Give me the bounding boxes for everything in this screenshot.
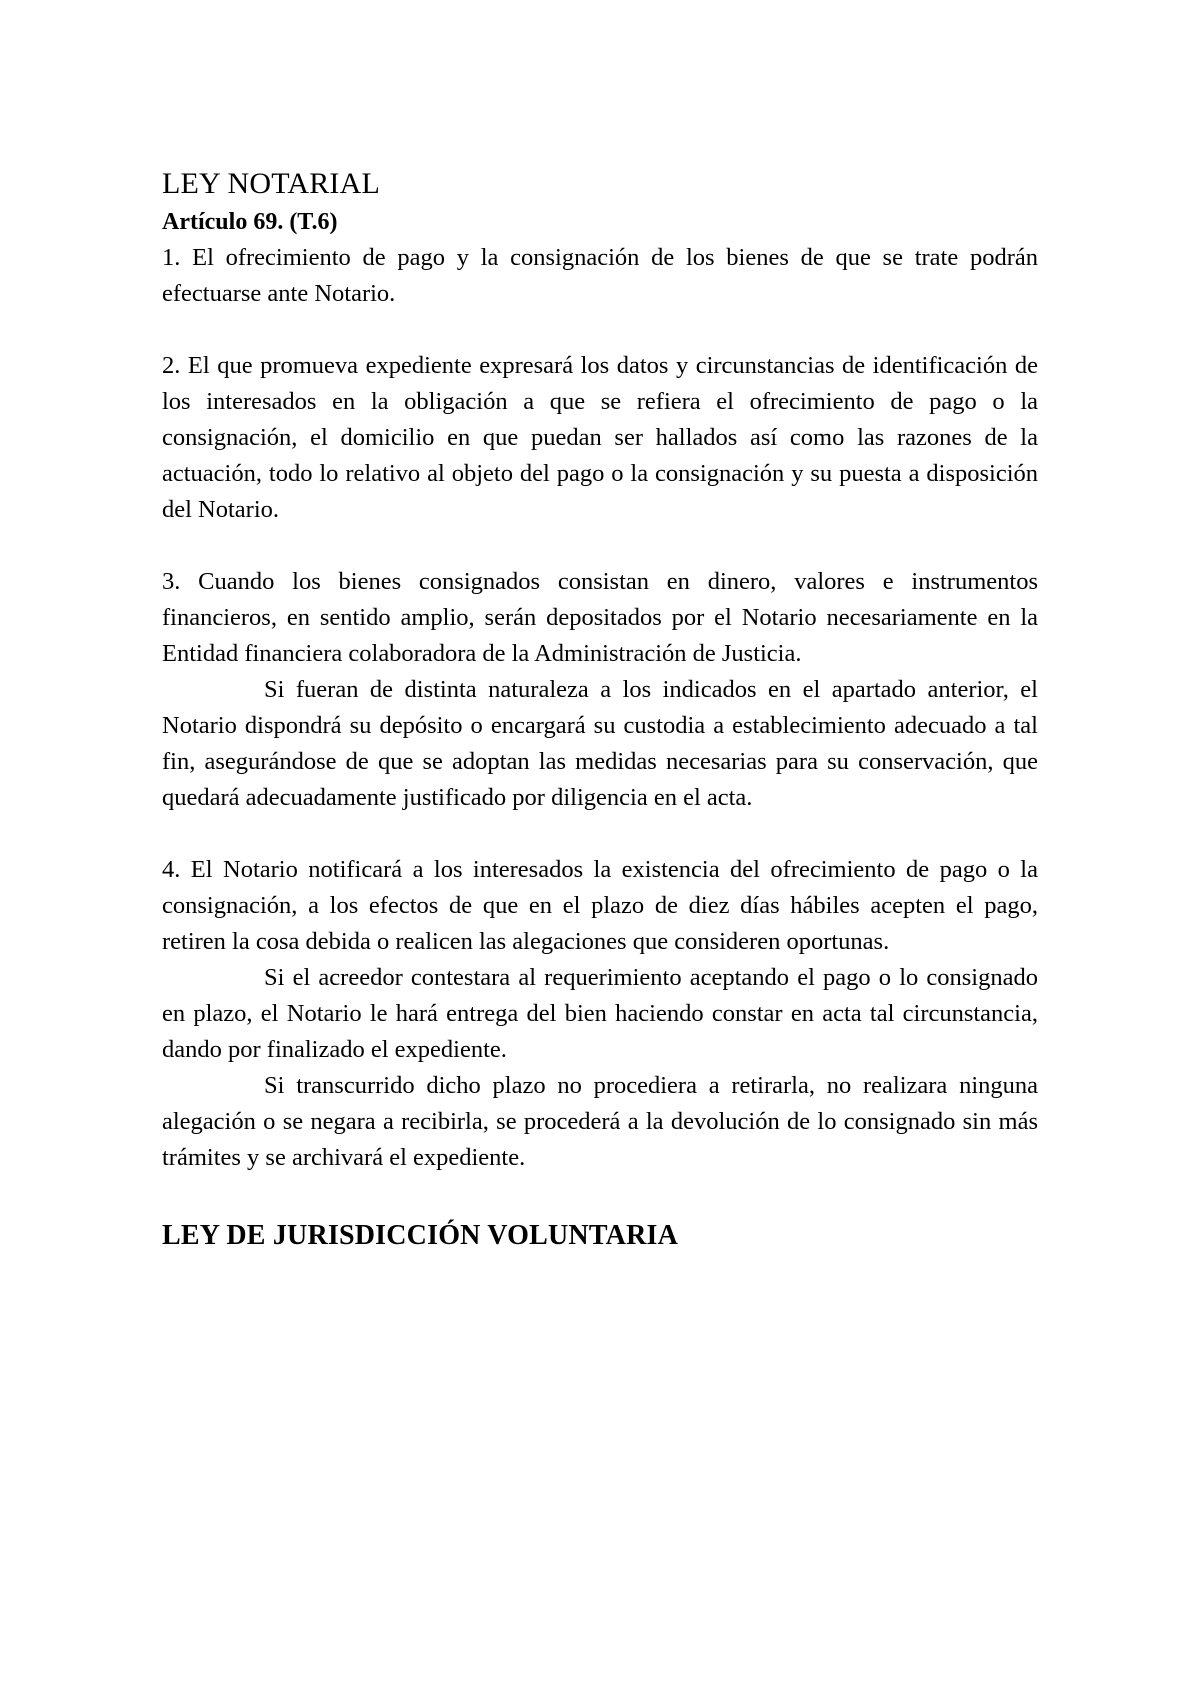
- paragraph-4: 4. El Notario notificará a los interesados la existencia del ofrecimiento de pago o la consignación, a los efectos de que en el plazo de diez días hábiles acepten el pago, retiren la cosa debida o realicen las alegaciones que consideren oportunas.: [162, 856, 1038, 955]
- article-heading: Artículo 69. (T.6): [162, 209, 338, 235]
- paragraph-4-continuation-a: Si el acreedor contestara al requerimiento aceptando el pago o lo consignado en plazo, el Notario le hará entrega del bien haciendo constar en acta tal circunstancia, dando por finalizado el expediente.: [162, 964, 1038, 1063]
- second-law-title: LEY DE JURISDICCIÓN VOLUNTARIA: [162, 1220, 679, 1251]
- paragraph-spacer: [162, 528, 1038, 564]
- law-title: LEY NOTARIAL: [162, 167, 381, 200]
- paragraph-4-continuation-b: Si transcurrido dicho plazo no procediera a retirarla, no realizara ninguna alegación o se negara a recibirla, se procederá a la devolución de lo consignado sin más trámites y se archivará el expediente.: [162, 1072, 1038, 1171]
- document-body: [162, 164, 1038, 1256]
- paragraph-1: 1. El ofrecimiento de pago y la consignación de los bienes de que se trate podrán efectuarse ante Notario.: [162, 244, 1038, 307]
- paragraph-2: 2. El que promueva expediente expresará los datos y circunstancias de identificación de los interesados en la obligación a que se refiera el ofrecimiento de pago o la consignación, el domicilio en que puedan ser hallados así como las razones de la actuación, todo lo relativo al objeto del pago o la consignación y su puesta a disposición del Notario.: [162, 352, 1038, 523]
- paragraph-spacer: [162, 312, 1038, 348]
- paragraph-3-continuation: Si fueran de distinta naturaleza a los indicados en el apartado anterior, el Notario dispondrá su depósito o encargará su custodia a establecimiento adecuado a tal fin, asegurándose de que se adoptan las medidas necesarias para su conservación, que quedará adecuadamente justificado por diligencia en el acta.: [162, 676, 1038, 811]
- paragraph-3: 3. Cuando los bienes consignados consistan en dinero, valores e instrumentos financieros, en sentido amplio, serán depositados por el Notario necesariamente en la Entidad financiera colaboradora de la Administración de Justicia.: [162, 568, 1038, 667]
- paragraph-spacer: [162, 816, 1038, 852]
